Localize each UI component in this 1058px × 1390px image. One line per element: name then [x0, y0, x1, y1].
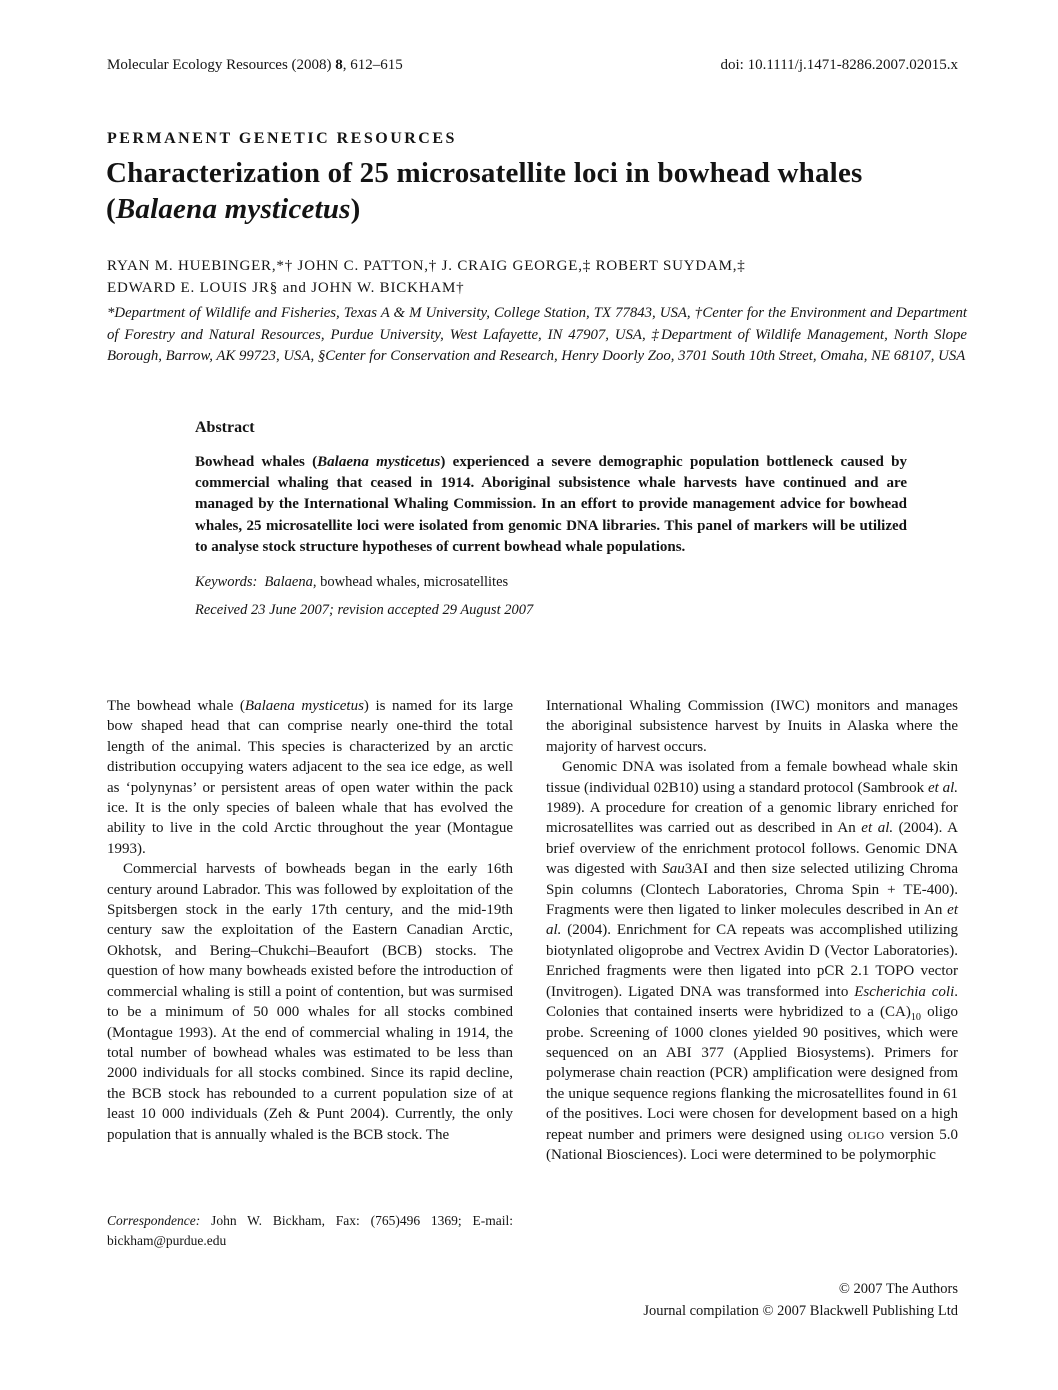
article-title-line1: Characterization of 25 microsatellite loci in bowhead whales: [106, 157, 863, 189]
authors-line-1: RYAN M. HUEBINGER,*† JOHN C. PATTON,† J. CRAIG GEORGE,‡ ROBERT SUYDAM,‡: [107, 258, 746, 274]
section-heading: PERMANENT GENETIC RESOURCES: [107, 130, 457, 147]
correspondence-note: Correspondence: John W. Bickham, Fax: (765)496 1369; E-mail: bickham@purdue.edu: [107, 1213, 513, 1248]
abstract-section: [195, 419, 907, 619]
abstract-body: Bowhead whales (Balaena mysticetus) experienced a severe demographic population bottleneck caused by commercial whaling that ceased in 1914. Aboriginal subsistence whale harvests have continued and are managed by the International Whaling Commission. In an effort to provide management advice for bowhead whales, 25 microsatellite loci were isolated from genomic DNA libraries. This panel of markers will be utilized to analyse stock structure hypotheses of current bowhead whale populations.: [195, 454, 907, 555]
received-line: Received 23 June 2007; revision accepted 29 August 2007: [195, 602, 534, 619]
keywords-line: Keywords: Balaena, bowhead whales, microsatellites: [195, 574, 509, 591]
authors-line-2: EDWARD E. LOUIS JR§ and JOHN W. BICKHAM†: [107, 279, 465, 296]
article-title: [106, 155, 986, 227]
paragraph-iwc-continuation: International Whaling Commission (IWC) monitors and manages the aboriginal subsistence harvest by Inuits in Alaska where the majority of harvest occurs.: [546, 698, 958, 755]
paragraph-commercial-harvests: Commercial harvests of bowheads began in the early 16th century around Labrador. This was followed by exploitation of the Spitsbergen stock in the early 17th century, and the mid-19th century saw the exploitation of the Eastern Canadian Arctic, Okhotsk, and Bering–Chukchi–Beaufort (BCB) stocks. The question of how many bowheads existed before the introduction of commercial whaling is still a point of contention, but was surmised to be a minimum of 50 000 whales for all stocks combined (Montague 1993). At the end of commercial whaling in 1914, the total number of bowhead whales was estimated to be less than 2000 individuals for all stocks combined. Since its rapid decline, the BCB stock has rebounded to a current population size of at least 10 000 individuals (Zeh & Punt 2004). Currently, the only population that is annually whaled is the BCB stock. The: [107, 861, 513, 1143]
body-column-left: [107, 696, 513, 1165]
doi-text: doi: 10.1111/j.1471-8286.2007.02015.x: [720, 57, 958, 73]
body-column-right: [546, 696, 958, 1165]
article-title-species: (Balaena mysticetus): [106, 193, 361, 225]
abstract-heading: Abstract: [195, 419, 255, 436]
copyright-line: © 2007 The Authors: [838, 1281, 958, 1297]
page-header: [107, 57, 958, 74]
author-list: [107, 256, 958, 299]
paragraph-genomic-dna: Genomic DNA was isolated from a female bowhead whale skin tissue (individual 02B10) using a standard protocol (Sambrook et al. 1989). A procedure for creation of a genomic library enriched for microsatellites was carried out as described in An et al. (2004). A brief overview of the enrichment protocol follows. Genomic DNA was digested with Sau3AI and then size selected utilizing Chroma Spin columns (Clontech Laboratories, Chroma Spin + TE-400). Fragments were then ligated to linker molecules described in An et al. (2004). Enrichment for CA repeats was accomplished utilizing biotynlated oligoprobe and Vectrex Avidin D (Vector Laboratories). Enriched fragments were then ligated into pCR 2.1 TOPO vector (Invitrogen). Ligated DNA was transformed into Escherichia coli. Colonies that contained inserts were hybridized to a $(CA)_{10}$ oligo probe. Screening of 1000 clones yielded 90 positives, which were sequenced on an ABI 377 (Applied Biosystems). Primers for polymerase chain reaction (PCR) amplification were designed from the unique sequence regions flanking the microsatellites found in 61 of the positives. Loci were chosen for development based on a high repeat number and primers were designed using oligo version 5.0 (National Biosciences). Loci were determined to be polymorphic: [546, 759, 959, 1163]
affiliations: *Department of Wildlife and Fisheries, Texas A & M University, College Station, TX 77843, USA, †Center for the Environment and Department of Forestry and Natural Resources, Purdue University, West Lafayette, IN 47907, USA, ‡Department of Wildlife Management, North Slope Borough, Barrow, AK 99723, USA, §Center for Conservation and Research, Henry Doorly Zoo, 3701 South 10th Street, Omaha, NE 68107, USA: [107, 305, 967, 364]
journal-reference: Molecular Ecology Resources (2008) 8, 612–615: [107, 57, 403, 73]
body-text: [107, 696, 958, 1165]
paragraph-intro: The bowhead whale (Balaena mysticetus) is named for its large bow shaped head that can comprise nearly one-third the total length of the animal. This species is characterized by an arctic distribution occupying waters adjacent to the sea ice edge, as well as ‘polynynas’ or persistent areas of open water within the pack ice. It is the only species of baleen whale that has evolved the ability to live in the cold Arctic throughout the year (Montague 1993).: [107, 698, 513, 857]
journal-compilation-line: Journal compilation © 2007 Blackwell Publishing Ltd: [643, 1302, 958, 1319]
page-footer: [643, 1279, 958, 1322]
